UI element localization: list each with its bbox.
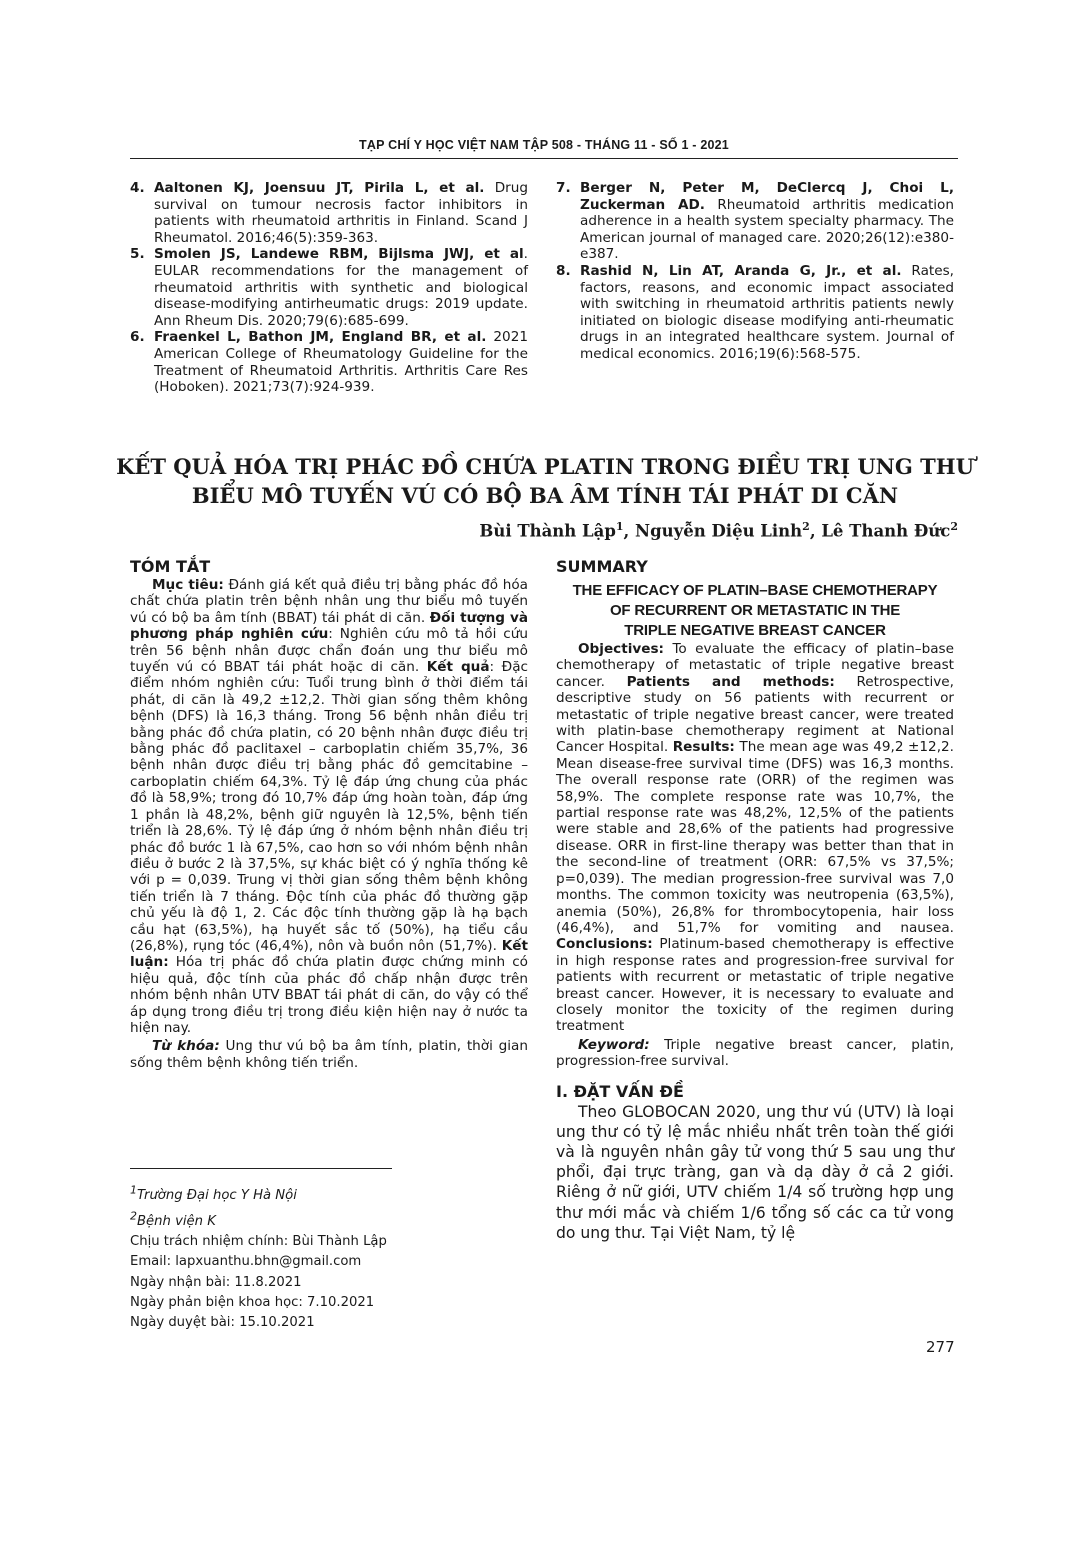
reference-text: . EULAR recommendations for the management of rheumatoid arthritis with synthetic and biological disease-modifying antirheumatic drugs: 2019 update. Ann Rheum Dis. 2020;79(6):685-699. — [154, 246, 528, 329]
abstract-vietnamese — [130, 557, 528, 1071]
introduction-body: Theo GLOBOCAN 2020, ung thư vú (UTV) là loại ung thư có tỷ lệ mắc nhiều nhất trên toàn thế giới và là nguyên nhân gây tử vong thứ 5 sau ung thư phổi, đại trực tràng, gan và dạ dày ở cả 2 giới. Riêng ở nữ giới, UTV chiếm 1/4 số trường hợp ung thư mới mắc và chiếm 1/6 tổng số các ca tử vong do ung thư. Tại Việt Nam, tỷ lệ — [556, 1102, 954, 1242]
summary-body — [556, 641, 954, 1035]
reference-number: 5. — [130, 246, 145, 263]
keywords — [130, 1038, 528, 1071]
label-conclusion: Kết luận: — [130, 937, 528, 971]
reference-authors: Fraenkel L, Bathon JM, England BR, et al. — [154, 329, 487, 346]
author-separator: , — [623, 521, 636, 541]
author-affiliation-mark: 2 — [802, 520, 810, 533]
reference-number: 4. — [130, 180, 145, 196]
reference-number: 6. — [130, 329, 145, 346]
label-objectives: Objectives: — [578, 641, 664, 657]
affiliation-text: Bệnh viện K — [137, 1213, 216, 1229]
english-title-line: OF RECURRENT OR METASTATIC IN THE — [609, 602, 901, 619]
text-conclusion: Hóa trị phác đồ chứa platin được chứng minh có hiệu quả, độc tính của phác đồ chấp nhận được trên nhóm bệnh nhân UTV BBAT tái phát di căn, do vậy có thể áp dụng trong điều trị trong điều kiện hiện nay ở nước ta hiện nay. — [130, 954, 528, 1036]
header-rule — [130, 158, 958, 159]
reference-item — [130, 180, 528, 246]
text-methods: Retrospective, descriptive study on 56 patients with recurrent or metastatic of triple negative breast cancer, were treated with platin-base chemotherapy regiment at National Cancer Hospital. — [556, 673, 954, 756]
author-separator: , — [809, 521, 822, 541]
affiliation-mark: 2 — [130, 1209, 137, 1223]
text-results: The mean age was 49,2 ±12,2. Mean disease-free survival time (DFS) was 16,3 months. The overall response rate (ORR) of the regimen was 58,9%. The complete response rate was 10,7%, the partial response rate was 48,2%, 12,5% of the patients were stable and 28,6% of the patients had progressive disease. ORR in first-line therapy was better than that in the second-line of treatment (ORR: 67,5% vs 37,5%; p=0,039). The median progression-free survival was 7,0 months. The common toxicity was neutropenia (63,5%), anemia (50%), 26,8% for thrombocytopenia, hair loss (46,4%), and 51,7% for vomiting and nausea. — [556, 739, 954, 936]
reference-item — [556, 263, 954, 363]
affiliation-mark: 1 — [130, 1184, 137, 1197]
label-results: Results: — [672, 739, 735, 756]
affiliation-1 — [130, 1181, 528, 1207]
running-header: TẠP CHÍ Y HỌC VIỆT NAM TẬP 508 - THÁNG 11 - SỐ 1 - 2021 — [359, 138, 729, 152]
affiliation-2 — [130, 1207, 528, 1233]
text-methods: : Nghiên cứu mô tả hồi cứu trên 56 bệnh nhân được chẩn đoán ung thư biểu mô tuyến vú có BBAT tái phát hoặc di căn. — [130, 626, 528, 676]
author-name: Nguyễn Diệu Linh — [635, 521, 803, 541]
reference-text: Rheumatoid arthritis medication adherence in a health system specialty pharmacy. The American journal of managed care. 2020;26(12):e380-e387. — [580, 196, 954, 263]
text-keywords: Ung thư vú bộ ba âm tính, platin, thời gian sống thêm bệnh không tiến triển. — [130, 1038, 528, 1071]
reference-text: Drug survival on tumour necrosis factor inhibitors in patients with rheumatoid arthritis in Finland. Scand J Rheumatol. 2016;46(5):359-363. — [154, 180, 528, 246]
abstract-body — [130, 577, 528, 1036]
label-keywords: Từ khóa: — [152, 1038, 220, 1055]
date-accepted: Ngày duyệt bài: 15.10.2021 — [130, 1315, 315, 1330]
corresponding-author: Chịu trách nhiệm chính: Bùi Thành Lập — [130, 1234, 387, 1250]
text-objective: Đánh giá kết quả điều trị bằng phác đồ hóa chất chứa platin trên bệnh nhân ung thư biểu mô tuyến vú có bộ ba âm tính (BBAT) tái phát di căn. — [130, 577, 528, 626]
reference-item — [556, 180, 954, 263]
author-affiliation-mark: 2 — [950, 520, 958, 533]
reference-authors: Rashid N, Lin AT, Aranda G, Jr., et al. — [580, 262, 902, 279]
author-affiliation-mark: 1 — [615, 520, 624, 533]
references-right-column — [556, 180, 954, 363]
affiliation-text: Trường Đại học Y Hà Nội — [137, 1188, 297, 1204]
label-results: Kết quả — [426, 659, 490, 676]
article-title-line: BIỂU MÔ TUYẾN VÚ CÓ BỘ BA ÂM TÍNH TÁI PHÁT DI CĂN — [191, 483, 899, 508]
date-reviewed: Ngày phản biện khoa học: 7.10.2021 — [130, 1294, 375, 1310]
text-results: : Đặc điểm nhóm nghiên cứu: Tuổi trung bình ở thời điểm tái phát, di căn là 49,2 ±12,2. Thời gian sống thêm không bệnh (DFS) là 16,3 tháng. Trong 56 bệnh nhân điều trị bằng phác đồ chứa platin, có 20 bệnh nhân được điều trị bằng phác đồ paclitaxel – carboplatin chiếm 35,7%, 36 bệnh nhân được điều trị bằng phác đồ gemcitabine – carboplatin chiếm 64,3%. Tỷ lệ đáp ứng chung của phác đồ là 58,9%; trong đó 10,7% đáp ứng hoàn toàn, đáp ứng 1 phần là 48,2%, bệnh giữ nguyên là 12,5%, bệnh tiến triển là 28,6%. Tỷ lệ đáp ứng ở nhóm bệnh nhân điều trị phác đồ bước 1 là 67,5%, cao hơn so với nhóm bệnh nhân điều ở bước 2 là 37,5%, sự khác biệt có ý nghĩa thống kê với p = 0,039. Trung vị thời gian sống thêm bệnh không tiến triển là 7 tháng. Độc tính của phác đồ thường gặp chủ yếu là độ 1, 2. Các độc tính thường gặp là hạ bạch cầu hạt (63,5%), hạ huyết sắc tố (50%), hạ tiểu cầu (26,8%), rụng tóc (46,4%), nôn và buồn nôn (51,7%). — [130, 659, 528, 954]
footnote-rule — [130, 1168, 392, 1169]
text-conclusions: Platinum-based chemotherapy is effective in high response rates and progression-free survival for patients with recurrent or metastatic of triple negative breast cancer. However, it is necessary to evaluate and closely monitor the toxicity of the regimen during treatment — [556, 936, 954, 1035]
reference-text: 2021 American College of Rheumatology Guideline for the Treatment of Rheumatoid Arthritis. Arthritis Care Res (Hoboken). 2021;73(7):924-939. — [154, 329, 528, 396]
english-title — [556, 581, 954, 641]
introduction-heading: I. ĐẶT VẤN ĐỀ — [556, 1081, 684, 1101]
date-received: Ngày nhận bài: 11.8.2021 — [130, 1274, 302, 1290]
author-name: Bùi Thành Lập — [479, 521, 616, 541]
footnotes — [130, 1181, 528, 1333]
article-title — [110, 452, 980, 510]
reference-text: Rates, factors, reasons, and economic impact associated with switching in rheumatoid arthritis patients newly initiated on biologic disease modifying anti-rheumatic drugs in an integrated healthcare system. Journal of medical economics. 2016;19(6):568-575. — [580, 262, 954, 362]
abstract-heading: TÓM TẮT — [130, 557, 211, 576]
reference-authors: Berger N, Peter M, DeClercq J, Choi L, Zuckerman AD. — [580, 180, 954, 213]
reference-item — [130, 329, 528, 395]
label-keyword: Keyword: — [578, 1036, 650, 1053]
english-title-line: THE EFFICACY OF PLATIN–BASE CHEMOTHERAPY — [572, 582, 938, 599]
label-methods: Đối tượng và phương pháp nghiên cứu — [130, 609, 529, 643]
reference-authors: Aaltonen KJ, Joensuu JT, Pirila L, et al. — [154, 180, 485, 196]
text-objectives: To evaluate the efficacy of platin–base chemotherapy of metastatic of triple negative breast cancer. — [556, 641, 954, 690]
reference-number: 8. — [556, 262, 571, 279]
page-number: 277 — [926, 1338, 955, 1356]
label-objective: Mục tiêu: — [152, 577, 224, 593]
summary-heading: SUMMARY — [556, 557, 648, 576]
article-title-line: KẾT QUẢ HÓA TRỊ PHÁC ĐỒ CHỨA PLATIN TRONG ĐIỀU TRỊ UNG THƯ — [116, 454, 974, 479]
contact-email: Email: lapxuanthu.bhn@gmail.com — [130, 1254, 362, 1270]
abstract-english — [556, 557, 954, 1243]
references-left-column — [130, 180, 528, 396]
reference-item — [130, 246, 528, 329]
english-title-line: TRIPLE NEGATIVE BREAST CANCER — [624, 622, 886, 639]
label-conclusions: Conclusions: — [556, 936, 653, 953]
article-authors — [479, 520, 958, 541]
reference-number: 7. — [556, 180, 571, 196]
keywords-english — [556, 1037, 954, 1070]
reference-authors: Smolen JS, Landewe RBM, Bijlsma JWJ, et al — [154, 246, 524, 263]
author-name: Lê Thanh Đức — [821, 521, 951, 541]
text-keyword: Triple negative breast cancer, platin, progression-free survival. — [556, 1036, 954, 1070]
label-methods: Patients and methods: — [626, 673, 835, 690]
